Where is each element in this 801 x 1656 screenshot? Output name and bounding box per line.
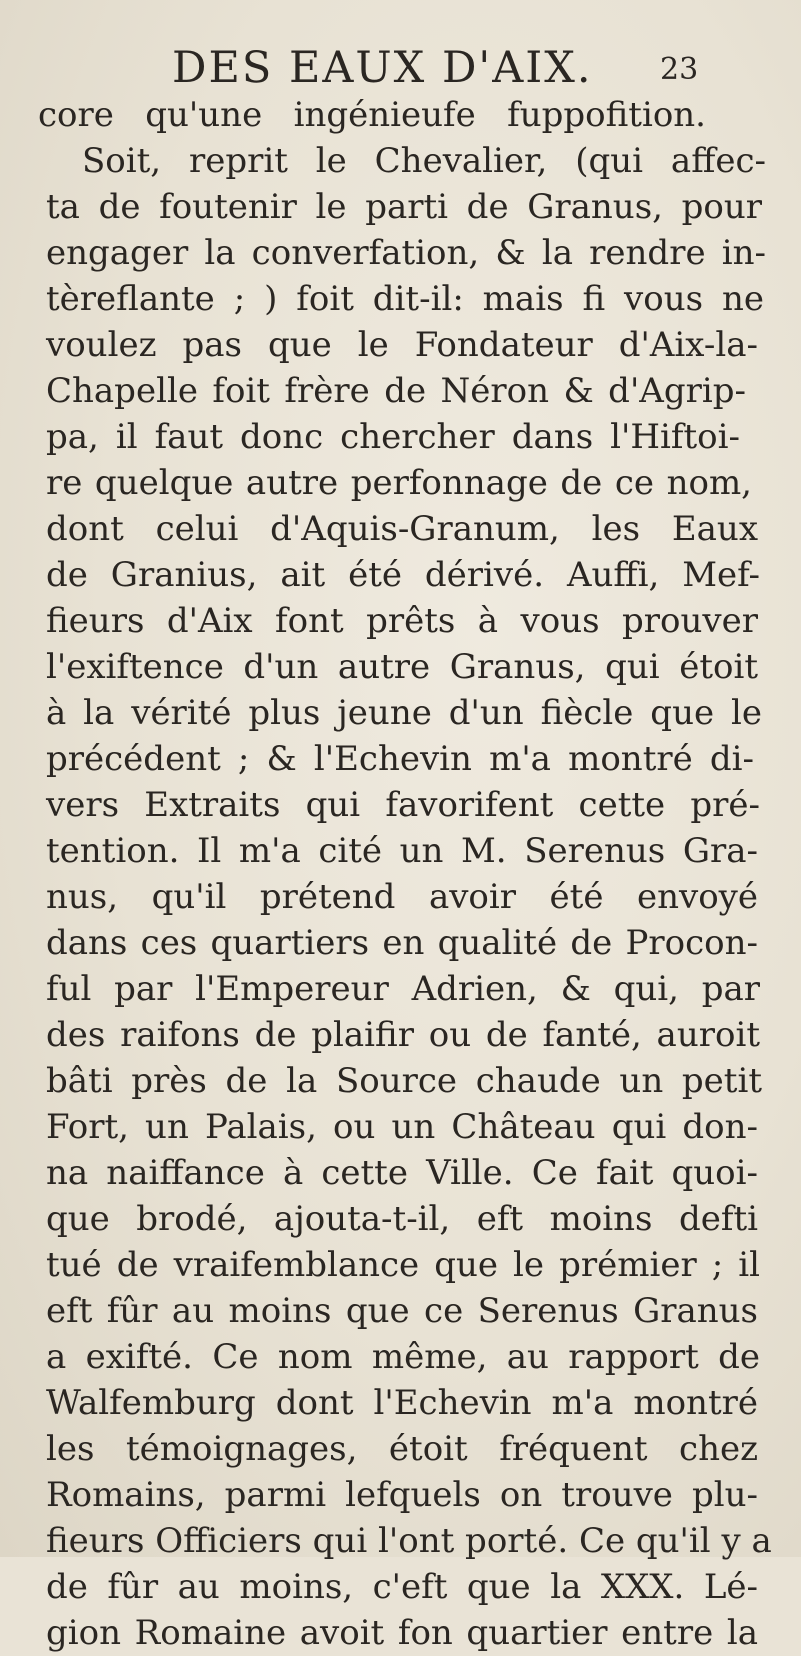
text-line: tention. Il m'a cité un M. Serenus Gra-: [46, 831, 758, 871]
text-line: core qu'une ingénieufe fuppofition.: [38, 95, 706, 135]
text-line: na naiffance à cette Ville. Ce fait quoi-: [46, 1153, 758, 1193]
text-line: eft fûr au moins que ce Serenus Granus: [46, 1291, 758, 1331]
text-line: Soit, reprit le Chevalier, (qui affec-: [82, 141, 766, 181]
text-line: fieurs d'Aix font prêts à vous prouver: [46, 601, 758, 641]
text-line: les témoignages, étoit fréquent chez: [46, 1429, 758, 1469]
text-line: Walfemburg dont l'Echevin m'a montré: [46, 1383, 758, 1423]
text-line: a exifté. Ce nom même, au rapport de: [46, 1337, 760, 1377]
text-line: de Granius, ait été dérivé. Auffi, Mef-: [46, 555, 760, 595]
text-line: voulez pas que le Fondateur d'Aix-la-: [46, 325, 758, 365]
text-line: Fort, un Palais, ou un Château qui don-: [46, 1107, 758, 1147]
text-line: Romains, parmi lefquels on trouve plu-: [46, 1475, 758, 1515]
text-line: de fûr au moins, c'eft que la XXX. Lé-: [46, 1567, 758, 1607]
text-line: tèreflante ; ) foit dit-il: mais fi vous ne: [46, 279, 764, 319]
text-line: bâti près de la Source chaude un petit: [46, 1061, 762, 1101]
text-line: pa, il faut donc chercher dans l'Hiftoi-: [46, 417, 740, 457]
text-line: précédent ; & l'Echevin m'a montré di-: [46, 739, 754, 779]
text-line: des raifons de plaifir ou de fanté, auroit: [46, 1015, 760, 1055]
page-number: 23: [660, 52, 699, 87]
text-line: re quelque autre perfonnage de ce nom,: [46, 463, 752, 503]
text-line: dont celui d'Aquis-Granum, les Eaux: [46, 509, 758, 549]
text-line: gion Romaine avoit fon quartier entre la: [46, 1613, 758, 1653]
text-line: ta de foutenir le parti de Granus, pour: [46, 187, 762, 227]
text-line: à la vérité plus jeune d'un fiècle que le: [46, 693, 762, 733]
text-line: ful par l'Empereur Adrien, & qui, par: [46, 969, 760, 1009]
running-title: DES EAUX D'AIX.: [172, 43, 593, 93]
text-line: vers Extraits qui favorifent cette pré-: [46, 785, 760, 825]
text-line: que brodé, ajouta-t-il, eft moins defti: [46, 1199, 758, 1239]
text-line: Chapelle foit frère de Néron & d'Agrip-: [46, 371, 746, 411]
text-line: nus, qu'il prétend avoir été envoyé: [46, 877, 758, 917]
text-line: engager la converfation, & la rendre in-: [46, 233, 766, 273]
text-line: l'exiftence d'un autre Granus, qui étoit: [46, 647, 758, 687]
text-line: fieurs Officiers qui l'ont porté. Ce qu'il y a: [46, 1521, 772, 1561]
page-header: [172, 38, 699, 98]
text-line: dans ces quartiers en qualité de Procon-: [46, 923, 758, 963]
text-line: tué de vraifemblance que le prémier ; il: [46, 1245, 760, 1285]
